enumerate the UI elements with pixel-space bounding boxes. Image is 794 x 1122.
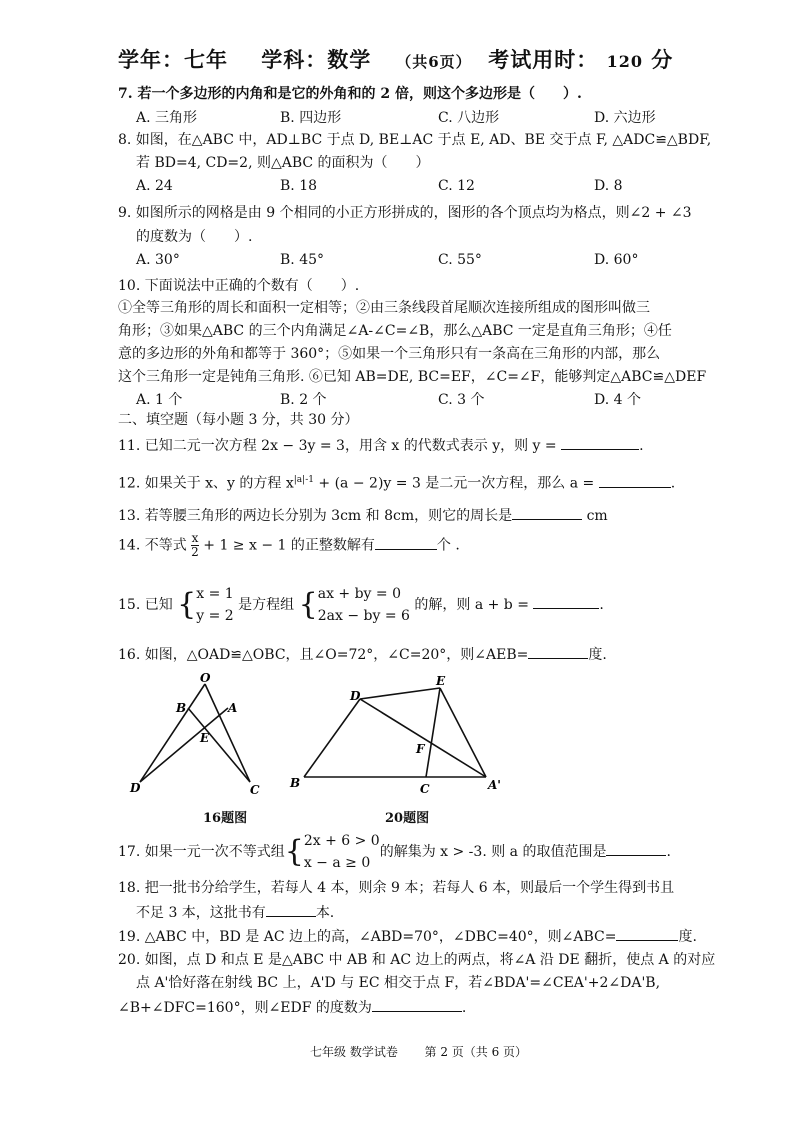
header-pages: （共6页） (396, 53, 472, 71)
q14-answer-blank[interactable] (375, 535, 437, 550)
q14-end: 个 . (436, 537, 460, 554)
q17-post: 的解集为 x > -3. 则 a 的取值范围是 (379, 844, 607, 860)
q20-answer-blank[interactable] (372, 997, 462, 1012)
q9-line1: 9. 如图所示的网格是由 9 个相同的小正方形拼成的，图形的各个顶点均为格点，则∠2 + ∠3 (118, 205, 692, 221)
figure-20 (284, 672, 508, 800)
q10-option-a: A. 1 个 (136, 392, 183, 408)
q17-pre: 17. 如果一元一次不等式组 (118, 844, 285, 860)
q14-post: + 1 ≥ x − 1 的正整数解有 (203, 537, 375, 554)
fig16-label-b: B (176, 701, 187, 715)
q19-line (118, 926, 697, 947)
fig20-line-da (360, 699, 486, 777)
q7-option-d: D. 六边形 (594, 110, 656, 126)
q10-option-d: D. 4 个 (594, 392, 641, 408)
q13-answer-blank[interactable] (512, 505, 582, 520)
q15-end: . (599, 597, 604, 613)
q20-line3 (118, 997, 466, 1018)
q19-answer-blank[interactable] (616, 926, 678, 941)
fig16-label-d: D (130, 781, 141, 795)
q17-system (304, 830, 380, 874)
q17-end: . (666, 844, 671, 860)
q12-mid: + (a − 2)y = 3 是二元一次方程，那么 a = (313, 475, 595, 492)
fig16-label-a: A (228, 701, 238, 715)
fig20-label-f: F (416, 742, 425, 756)
q17-line (118, 830, 671, 874)
q14-numerator: x (191, 531, 199, 545)
q18-line1: 18. 把一批书分给学生，若每人 4 本，则余 9 本；若每人 6 本，则最后一个学生得到书且 (118, 880, 675, 896)
q7-option-a: A. 三角形 (136, 110, 198, 126)
q16-text: 16. 如图，△OAD≌△OBC，且∠O=72°，∠C=20°，则∠AEB= (118, 647, 529, 663)
fig20-label-b: B (290, 776, 301, 790)
q11-line (118, 435, 644, 456)
q20-line3-end: . (461, 1000, 467, 1016)
q12-end: . (670, 475, 676, 492)
q15-brace-left: { (177, 587, 197, 622)
fig16-label-c: C (250, 783, 260, 797)
q10-line4: 这个三角形一定是钝角三角形. ⑥已知 AB=DE, BC=EF，∠C=∠F，能够判定△ABC≌△DEF (118, 369, 707, 385)
q9-option-a: A. 30° (136, 252, 180, 268)
fig16-line-oc (205, 684, 250, 782)
q17-answer-blank[interactable] (606, 841, 666, 856)
q15-post: 的解，则 a + b = (414, 597, 529, 613)
fig16-line-od (140, 684, 205, 782)
q7-option-c: C. 八边形 (438, 110, 500, 126)
fig16-line-da (140, 708, 228, 782)
q18-line2-pre: 不足 3 本，这批书有 (136, 905, 266, 921)
footer-page: 第 2 页（共 6 页） (424, 1045, 528, 1059)
fig20-line-de (360, 688, 440, 699)
q8-option-b: B. 18 (280, 178, 318, 194)
q10-line2: 角形；③如果△ABC 的三个内角满足∠A-∠C=∠B，那么△ABC 一定是直角三角形；④任 (118, 323, 672, 339)
q15-brace-right: { (298, 587, 318, 622)
fig20-label-e: E (436, 674, 446, 688)
q17-system-line1: 2x + 6 > 0 (303, 833, 380, 849)
q15-system2-line1: ax + by = 0 (317, 586, 402, 602)
q15-system1-line2: y = 2 (196, 608, 234, 624)
q15-line (118, 583, 604, 627)
q20-line2: 点 A'恰好落在射线 BC 上，A'D 与 EC 相交于点 F，若∠BDA'=∠CEA'+2∠DA'B, (136, 975, 661, 991)
q7-stem: 7. 若一个多边形的内角和是它的外角和的 2 倍，则这个多边形是（ ）. (118, 86, 582, 102)
q14-pre: 14. 不等式 (118, 537, 187, 554)
q20-line1: 20. 如图，点 D 和点 E 是△ABC 中 AB 和 AC 边上的两点，将∠A 沿 DE 翻折，使点 A 的对应 (118, 952, 716, 968)
fig20-label-d: D (350, 689, 361, 703)
q17-system-line2: x − a ≥ 0 (303, 855, 371, 871)
q9-line2: 的度数为（ ）. (136, 229, 253, 245)
q15-system-2 (318, 583, 410, 627)
q10-option-c: C. 3 个 (438, 392, 485, 408)
fig16-label-o: O (200, 671, 211, 685)
q8-option-d: D. 8 (594, 178, 623, 194)
q13-unit: cm (586, 508, 608, 524)
q16-line (118, 644, 607, 665)
q12-pre: 12. 如果关于 x、y 的方程 x (118, 475, 294, 492)
figure-16 (128, 670, 278, 800)
q19-text: 19. △ABC 中，BD 是 AC 边上的高，∠ABD=70°，∠DBC=40°，则∠ABC= (118, 929, 617, 945)
header-subject: 学科：数学 (261, 47, 372, 72)
q14-line (118, 532, 460, 559)
header-time-unit: 分 (651, 47, 674, 72)
fig20-line-ec (426, 688, 440, 777)
q18-answer-blank[interactable] (266, 902, 316, 917)
header-time-value: 120 (606, 52, 643, 71)
fig16-caption: 16题图 (203, 811, 248, 826)
header-year: 学年：七年 (118, 47, 228, 72)
q15-answer-blank[interactable] (533, 594, 599, 609)
q8-option-a: A. 24 (136, 178, 173, 194)
q9-option-c: C. 55° (438, 252, 482, 268)
footer-grade: 七年级 数学试卷 (310, 1045, 398, 1059)
q13-text: 13. 若等腰三角形的两边长分别为 3cm 和 8cm，则它的周长是 (118, 508, 513, 524)
q18-line2-end: 本. (315, 905, 335, 921)
fig16-label-e: E (200, 731, 210, 745)
q7-option-b: B. 四边形 (280, 110, 342, 126)
q13-line (118, 505, 608, 526)
q19-end: 度. (678, 929, 697, 945)
q18-line2 (136, 902, 334, 923)
q15-system1-line1: x = 1 (196, 586, 234, 602)
q15-mid: 是方程组 (238, 597, 295, 613)
q10-stem: 10. 下面说法中正确的个数有（ ）. (118, 278, 360, 294)
fig20-line-bd (304, 699, 360, 777)
q16-end: 度. (588, 647, 607, 663)
fig16-line-cb (188, 708, 250, 782)
q15-pre: 15. 已知 (118, 597, 173, 613)
q12-answer-blank[interactable] (599, 473, 671, 488)
q11-answer-blank[interactable] (561, 435, 639, 450)
q9-option-b: B. 45° (280, 252, 325, 268)
q9-option-d: D. 60° (594, 252, 639, 268)
fig20-label-a-prime: A' (488, 778, 501, 792)
header-time-label: 考试用时： (488, 47, 599, 72)
page-footer (310, 1043, 527, 1060)
q10-option-b: B. 2 个 (280, 392, 327, 408)
q11-text: 11. 已知二元一次方程 2x − 3y = 3，用含 x 的代数式表示 y，则 y = (118, 438, 557, 454)
section-fill-in-title: 二、填空题（每小题 3 分，共 30 分） (118, 412, 359, 428)
q14-fraction (191, 532, 199, 559)
q10-line1: ①全等三角形的周长和面积一定相等；②由三条线段首尾顺次连接所组成的图形叫做三 (118, 300, 650, 316)
q17-brace: { (284, 834, 304, 869)
q8-line1: 8. 如图，在△ABC 中，AD⊥BC 于点 D, BE⊥AC 于点 E, AD、BE 交于点 F, △ADC≌△BDF, (118, 132, 712, 148)
q8-option-c: C. 12 (438, 178, 475, 194)
q12-line (118, 470, 675, 494)
exam-header (118, 44, 673, 74)
q12-exponent: |a|-1 (293, 475, 314, 485)
q11-end: . (639, 438, 644, 454)
q8-line2: 若 BD=4, CD=2, 则△ABC 的面积为（ ） (136, 155, 430, 171)
q14-denominator: 2 (191, 545, 199, 559)
q10-line3: 意的多边形的外角和都等于 360°；⑤如果一个三角形只有一条高在三角形的内部，那么 (118, 346, 661, 362)
fig20-label-c: C (420, 782, 430, 796)
q16-answer-blank[interactable] (528, 644, 588, 659)
q15-system-1 (196, 583, 233, 627)
q15-system2-line2: 2ax − by = 6 (317, 608, 410, 624)
q20-line3-pre: ∠B+∠DFC=160°，则∠EDF 的度数为 (118, 1000, 372, 1016)
fig20-caption: 20题图 (385, 811, 430, 826)
